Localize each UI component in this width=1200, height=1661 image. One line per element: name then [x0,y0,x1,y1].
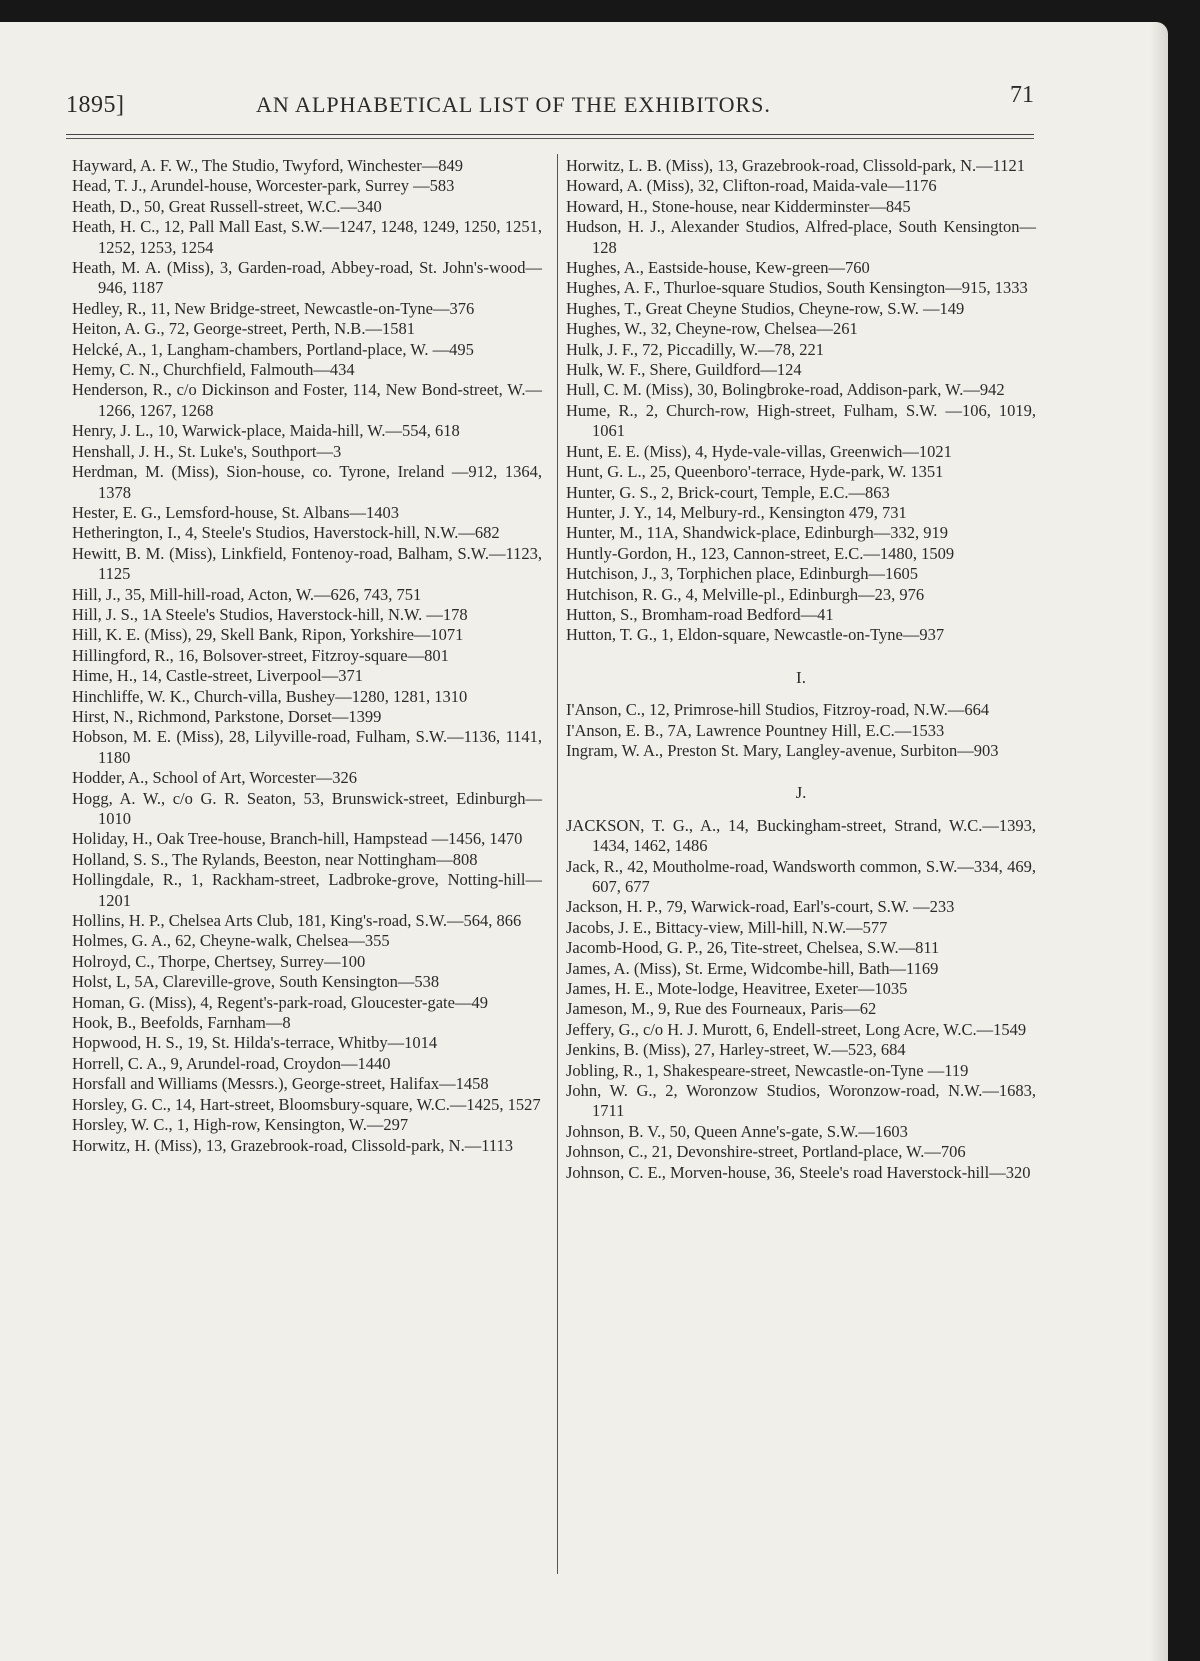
exhibitor-entry: Hughes, T., Great Cheyne Studios, Cheyne-row, S.W. —149 [566,298,965,318]
exhibitor-entry: John, W. G., 2, Woronzow Studios, Woronzow-road, N.W.—1683, 1711 [566,1081,1036,1121]
exhibitor-entry: Hewitt, B. M. (Miss), Linkfield, Fontenoy-road, Balham, S.W.—1123, 1125 [72,543,542,584]
exhibitor-entry: Jobling, R., 1, Shakespeare-street, Newcastle-on-Tyne —119 [566,1060,969,1080]
exhibitor-entry: Hutton, S., Bromham-road Bedford—41 [566,604,834,624]
exhibitor-entry: Jacobs, J. E., Bittacy-view, Mill-hill, N.W.—577 [566,917,888,937]
exhibitor-entry: Jenkins, B. (Miss), 27, Harley-street, W.—523, 684 [566,1040,906,1060]
exhibitor-entry: Johnson, B. V., 50, Queen Anne's-gate, S.W.—1603 [566,1121,908,1141]
exhibitor-entry: Jack, R., 42, Moutholme-road, Wandsworth common, S.W.—334, 469, 607, 677 [566,856,1036,896]
exhibitor-entry: Hunt, E. E. (Miss), 4, Hyde-vale-villas, Greenwich—1021 [566,441,952,461]
exhibitor-entry: Hollingdale, R., 1, Rackham-street, Ladbroke-grove, Notting-hill—1201 [72,870,542,910]
exhibitor-entry: Howard, A. (Miss), 32, Clifton-road, Maida-vale—1176 [566,176,937,196]
book-page [0,22,1168,1661]
exhibitor-entry: Hutton, T. G., 1, Eldon-square, Newcastle-on-Tyne—937 [566,625,945,645]
column-divider [557,154,558,1574]
exhibitor-entry: Holst, L, 5A, Clareville-grove, South Kensington—538 [72,972,440,992]
exhibitor-entry: Hedley, R., 11, New Bridge-street, Newcastle-on-Tyne—376 [72,298,475,318]
left-column [72,156,542,1156]
exhibitor-entry: Holmes, G. A., 62, Cheyne-walk, Chelsea—355 [72,931,390,951]
exhibitor-entry: Howard, H., Stone-house, near Kidderminster—845 [566,196,911,216]
exhibitor-entry: Horsley, W. C., 1, High-row, Kensington, W.—297 [72,1115,409,1135]
exhibitor-entry: Hetherington, I., 4, Steele's Studios, Haverstock-hill, N.W.—682 [72,523,500,543]
exhibitor-entry: Heath, M. A. (Miss), 3, Garden-road, Abbey-road, St. John's-wood—946, 1187 [72,258,542,298]
header-year: 1895] [66,92,125,118]
exhibitor-entry: Johnson, C., 21, Devonshire-street, Portland-place, W.—706 [566,1142,966,1162]
exhibitor-entry: Hillingford, R., 16, Bolsover-street, Fitzroy-square—801 [72,645,449,665]
exhibitor-entry: Homan, G. (Miss), 4, Regent's-park-road, Gloucester-gate—49 [72,992,488,1012]
exhibitor-entry: Heiton, A. G., 72, George-street, Perth, N.B.—1581 [72,319,415,339]
exhibitor-entry: Hume, R., 2, Church-row, High-street, Fulham, S.W. —106, 1019, 1061 [566,400,1036,441]
exhibitor-entry: Holland, S. S., The Rylands, Beeston, near Nottingham—808 [72,849,478,869]
exhibitor-entry: Henry, J. L., 10, Warwick-place, Maida-hill, W.—554, 618 [72,421,460,441]
exhibitor-entry: Henderson, R., c/o Dickinson and Foster, 114, New Bond-street, W.—1266, 1267, 1268 [72,380,542,420]
exhibitor-entry: Hogg, A. W., c/o G. R. Seaton, 53, Brunswick-street, Edinburgh—1010 [72,788,542,828]
exhibitor-entry: Hutchison, J., 3, Torphichen place, Edinburgh—1605 [566,564,919,584]
exhibitor-entry: Horwitz, H. (Miss), 13, Grazebrook-road, Clissold-park, N.—1113 [72,1135,513,1155]
page-header [66,82,1034,128]
exhibitor-entry: Hill, J., 35, Mill-hill-road, Acton, W.—626, 743, 751 [72,584,422,604]
exhibitor-entry: Herdman, M. (Miss), Sion-house, co. Tyrone, Ireland —912, 1364, 1378 [72,462,542,502]
exhibitor-entry: Jackson, H. P., 79, Warwick-road, Earl's-court, S.W. —233 [566,897,955,917]
exhibitor-entry: Helcké, A., 1, Langham-chambers, Portland-place, W. —495 [72,339,474,359]
exhibitor-entry: Holroyd, C., Thorpe, Chertsey, Surrey—100 [72,951,366,971]
exhibitor-entry: Horwitz, L. B. (Miss), 13, Grazebrook-road, Clissold-park, N.—1121 [566,156,1026,175]
section-i-entries [566,700,1036,761]
exhibitor-entry: Johnson, C. E., Morven-house, 36, Steele's road Haverstock-hill—320 [566,1162,1031,1182]
exhibitor-entry: Ingram, W. A., Preston St. Mary, Langley-avenue, Surbiton—903 [566,740,999,760]
header-rule [66,134,1034,135]
section-letter-j: J. [795,783,807,803]
exhibitor-entry: Hughes, W., 32, Cheyne-row, Chelsea—261 [566,319,858,339]
exhibitor-entry: JACKSON, T. G., A., 14, Buckingham-street, Strand, W.C.—1393, 1434, 1462, 1486 [566,815,1036,856]
exhibitor-entry: Horsley, G. C., 14, Hart-street, Bloomsbury-square, W.C.—1425, 1527 [72,1094,541,1114]
page-number: 71 [1010,82,1034,108]
exhibitor-entry: Holiday, H., Oak Tree-house, Branch-hill, Hampstead —1456, 1470 [72,829,523,849]
exhibitor-entry: Henshall, J. H., St. Luke's, Southport—3 [72,441,342,461]
exhibitor-entry: Head, T. J., Arundel-house, Worcester-park, Surrey —583 [72,176,455,196]
exhibitor-entry: Hull, C. M. (Miss), 30, Bolingbroke-road, Addison-park, W.—942 [566,380,1005,400]
exhibitor-entry: Hunter, M., 11A, Shandwick-place, Edinburgh—332, 919 [566,523,948,543]
exhibitor-entry: Hopwood, H. S., 19, St. Hilda's-terrace, Whitby—1014 [72,1033,438,1053]
exhibitor-entry: Hinchliffe, W. K., Church-villa, Bushey—1280, 1281, 1310 [72,686,468,706]
exhibitor-entry: Hutchison, R. G., 4, Melville-pl., Edinburgh—23, 976 [566,584,925,604]
exhibitor-entry: Hughes, A. F., Thurloe-square Studios, South Kensington—915, 1333 [566,278,1028,298]
right-h-entries [566,156,1036,646]
exhibitor-entry: Hobson, M. E. (Miss), 28, Lilyville-road, Fulham, S.W.—1136, 1141, 1180 [72,727,542,767]
exhibitor-entry: Hime, H., 14, Castle-street, Liverpool—371 [72,666,363,686]
exhibitor-entry: Horrell, C. A., 9, Arundel-road, Croydon—1440 [72,1053,391,1073]
exhibitor-entry: Hill, J. S., 1A Steele's Studios, Haverstock-hill, N.W. —178 [72,604,468,624]
section-j-entries [566,816,1036,1183]
exhibitor-entry: Heath, H. C., 12, Pall Mall East, S.W.—1247, 1248, 1249, 1250, 1251, 1252, 1253, 1254 [72,217,542,257]
section-letter-i: I. [796,667,806,687]
exhibitor-entry: Hunter, J. Y., 14, Melbury-rd., Kensington 479, 731 [566,502,907,522]
exhibitor-entry: Horsfall and Williams (Messrs.), George-street, Halifax—1458 [72,1074,489,1094]
exhibitor-entry: Hudson, H. J., Alexander Studios, Alfred-place, South Kensington—128 [566,217,1036,257]
exhibitor-entry: Jameson, M., 9, Rue des Fourneaux, Paris—62 [566,999,877,1019]
exhibitor-entry: James, H. E., Mote-lodge, Heavitree, Exeter—1035 [566,979,908,999]
exhibitor-entry: Jacomb-Hood, G. P., 26, Tite-street, Chelsea, S.W.—811 [566,938,940,958]
exhibitor-entry: Hulk, W. F., Shere, Guildford—124 [566,360,802,380]
exhibitor-entry: Hemy, C. N., Churchfield, Falmouth—434 [72,360,355,380]
right-column [566,156,1036,1183]
exhibitor-entry: Jeffery, G., c/o H. J. Murott, 6, Endell-street, Long Acre, W.C.—1549 [566,1019,1027,1039]
exhibitor-entry: Hulk, J. F., 72, Piccadilly, W.—78, 221 [566,339,824,359]
exhibitor-entry: Hill, K. E. (Miss), 29, Skell Bank, Ripon, Yorkshire—1071 [72,625,464,645]
exhibitor-entry: I'Anson, C., 12, Primrose-hill Studios, Fitzroy-road, N.W.—664 [566,700,990,720]
header-title: AN ALPHABETICAL LIST OF THE EXHIBITORS. [256,92,771,117]
exhibitor-entry: Hayward, A. F. W., The Studio, Twyford, Winchester—849 [72,156,463,175]
exhibitor-entry: Hirst, N., Richmond, Parkstone, Dorset—1399 [72,706,382,726]
exhibitor-entry: Huntly-Gordon, H., 123, Cannon-street, E.C.—1480, 1509 [566,543,955,563]
exhibitor-entry: Hollins, H. P., Chelsea Arts Club, 181, King's-road, S.W.—564, 866 [72,911,522,931]
exhibitor-entry: Heath, D., 50, Great Russell-street, W.C.—340 [72,196,382,216]
header-rule-thin [66,138,1034,139]
exhibitor-entry: Hook, B., Beefolds, Farnham—8 [72,1013,291,1033]
exhibitor-entry: Hester, E. G., Lemsford-house, St. Albans—1403 [72,502,400,522]
exhibitor-entry: Hunter, G. S., 2, Brick-court, Temple, E.C.—863 [566,482,890,502]
exhibitor-entry: James, A. (Miss), St. Erme, Widcombe-hill, Bath—1169 [566,958,939,978]
exhibitor-entry: I'Anson, E. B., 7A, Lawrence Pountney Hill, E.C.—1533 [566,720,945,740]
exhibitor-entry: Hughes, A., Eastside-house, Kew-green—760 [566,258,870,278]
exhibitor-entry: Hodder, A., School of Art, Worcester—326 [72,768,358,788]
exhibitor-entry: Hunt, G. L., 25, Queenboro'-terrace, Hyde-park, W. 1351 [566,462,944,482]
